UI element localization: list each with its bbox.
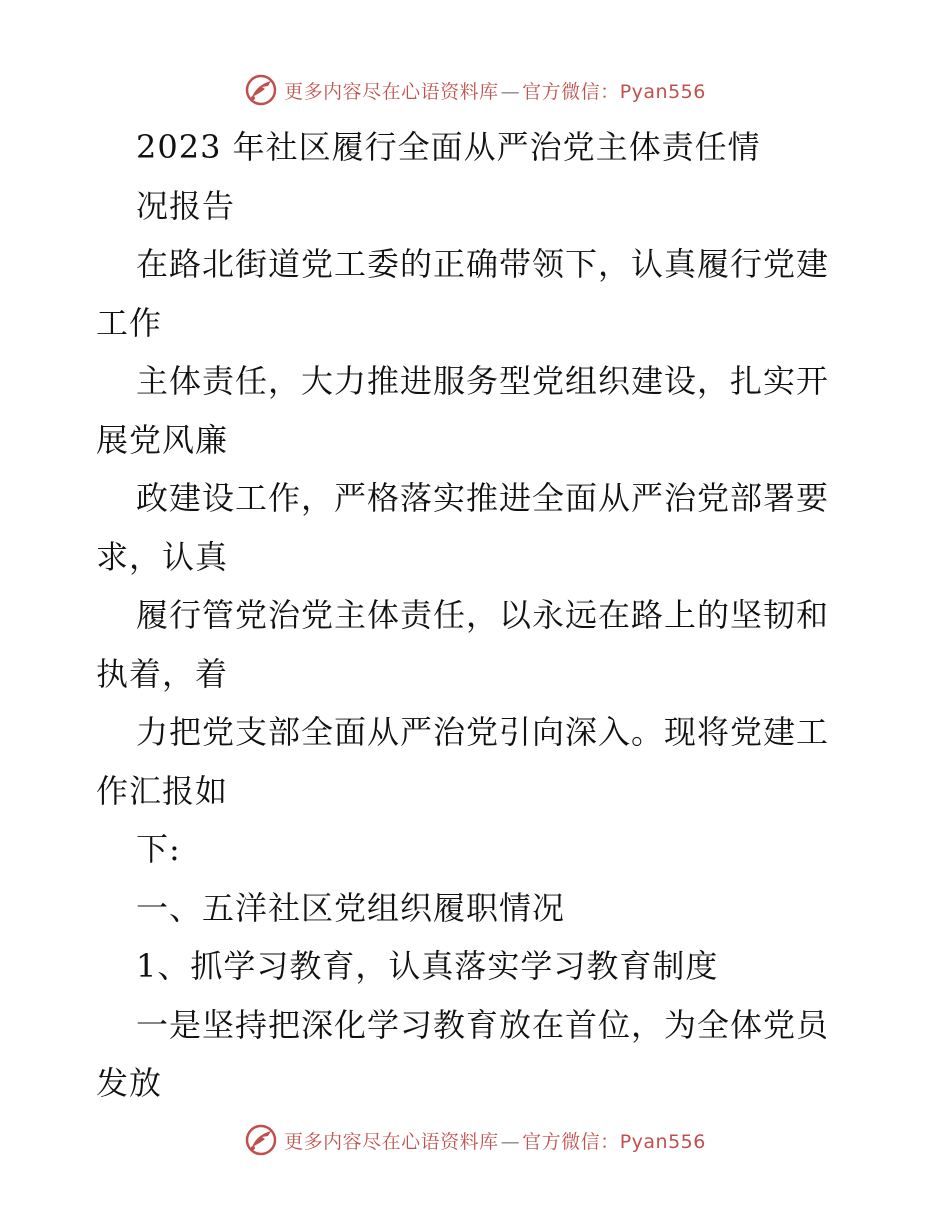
doc-paragraph-line: 政建设工作，严格落实推进全面从严治党部署要 — [136, 479, 830, 517]
doc-paragraph-line: 下: — [136, 830, 181, 868]
watermark-contact-value: Pyan556 — [619, 1130, 706, 1153]
watermark-header — [0, 70, 950, 110]
doc-paragraph-line: 在路北街道党工委的正确带领下，认真履行党建 — [136, 245, 830, 283]
watermark-footer — [0, 1120, 950, 1160]
doc-paragraph-line: 一是坚持把深化学习教育放在首位，为全体党员 — [136, 1005, 830, 1044]
watermark-dash: — — [500, 80, 521, 103]
doc-paragraph-line: 主体责任，大力推进服务型党组织建设，扎实开 — [136, 362, 830, 400]
doc-title-line-1: 2023 年社区履行全面从严治党主体责任情 — [136, 128, 761, 166]
doc-paragraph-line: 发放 — [96, 1064, 163, 1102]
document-body — [96, 118, 856, 1113]
doc-section-heading: 一、五洋社区党组织履职情况 — [136, 888, 566, 927]
doc-paragraph-line: 求，认真 — [96, 537, 229, 576]
watermark-site-text: 更多内容尽在心语资料库 — [284, 80, 499, 103]
watermark-dash: — — [500, 1130, 521, 1153]
doc-paragraph-line: 执着，着 — [96, 654, 229, 693]
doc-title-line-2: 况报告 — [136, 186, 236, 225]
watermark-site-text: 更多内容尽在心语资料库 — [284, 1130, 499, 1153]
watermark-contact-value: Pyan556 — [619, 80, 706, 103]
watermark-contact-label: 官方微信： — [522, 80, 620, 103]
doc-subsection-heading: 1、抓学习教育，认真落实学习教育制度 — [136, 947, 719, 985]
pen-logo-icon — [244, 73, 278, 107]
doc-paragraph-line: 履行管党治党主体责任，以永远在路上的坚韧和 — [136, 596, 830, 634]
pen-logo-icon — [244, 1123, 278, 1157]
doc-paragraph-line: 作汇报如 — [96, 771, 229, 810]
doc-paragraph-line: 工作 — [96, 303, 163, 342]
doc-paragraph-line: 力把党支部全面从严治党引向深入。现将党建工 — [136, 713, 830, 751]
watermark-contact-label: 官方微信： — [522, 1130, 620, 1153]
doc-paragraph-line: 展党风廉 — [96, 420, 229, 459]
